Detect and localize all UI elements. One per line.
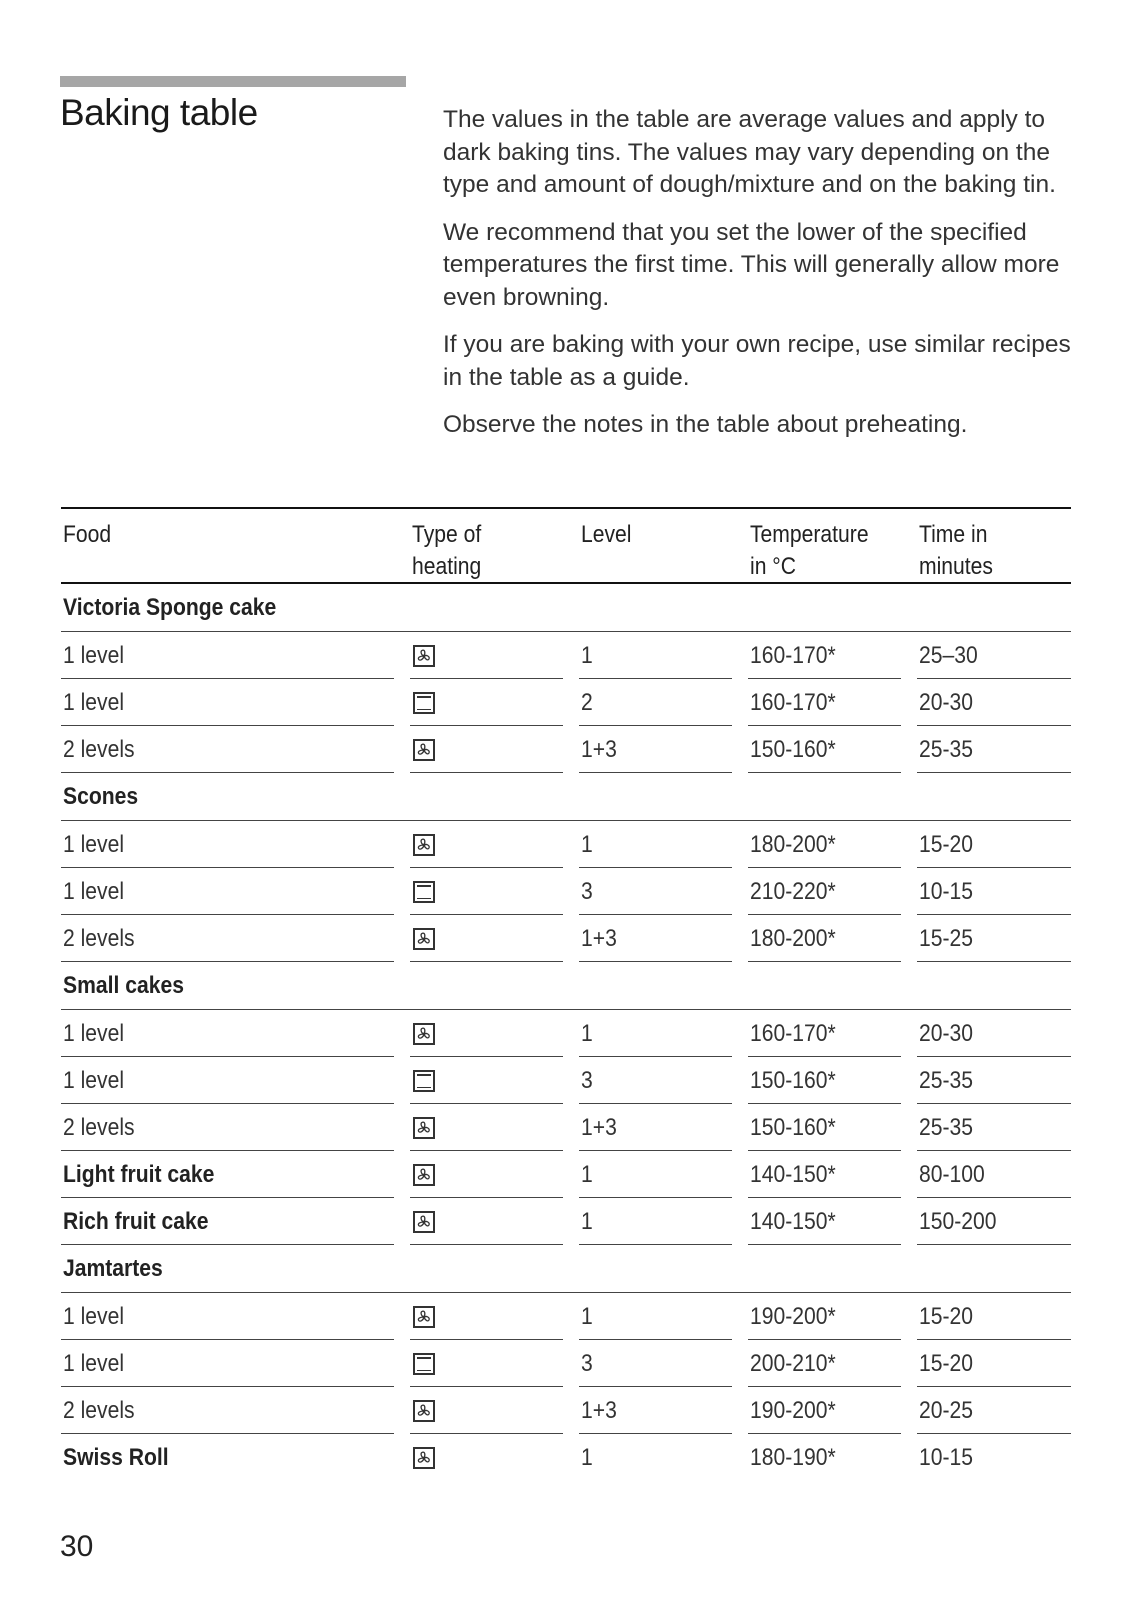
table-row — [61, 1057, 1071, 1104]
table-header-row — [61, 509, 1071, 584]
time-value: 25–30 — [919, 642, 978, 669]
header-label: Temperature in °C — [750, 521, 869, 580]
header-label: Type of heating — [412, 521, 482, 580]
level-cell — [579, 679, 732, 726]
food-label: 1 level — [63, 1020, 125, 1047]
fan-heat-icon — [413, 1211, 435, 1233]
time-value: 15-25 — [919, 925, 974, 952]
table-row — [61, 1198, 1071, 1245]
table-group-row — [61, 962, 1071, 1010]
level-cell — [579, 1010, 732, 1057]
heating-cell — [410, 1293, 563, 1340]
time-cell — [917, 1010, 1071, 1057]
intro-paragraph: The values in the table are average values and apply to dark baking tins. The values may vary depending on the type and amount of dough/mixture and on the baking tin. — [443, 106, 1056, 198]
level-value: 1+3 — [581, 736, 617, 763]
level-value: 1 — [581, 642, 593, 669]
heating-cell — [410, 1340, 563, 1387]
time-cell — [917, 726, 1071, 773]
time-value: 25-35 — [919, 736, 974, 763]
food-cell — [61, 821, 394, 868]
table-row — [61, 1151, 1071, 1198]
level-cell — [579, 1198, 732, 1245]
food-cell — [61, 1198, 394, 1245]
temperature-cell — [748, 868, 901, 915]
temperature-value: 160-170* — [750, 689, 836, 716]
table-group-row — [61, 584, 1071, 632]
table-row — [61, 1387, 1071, 1434]
temperature-cell — [748, 915, 901, 962]
time-value: 150-200 — [919, 1208, 997, 1235]
level-cell — [579, 1340, 732, 1387]
temperature-cell — [748, 632, 901, 679]
food-cell — [61, 632, 394, 679]
time-value: 20-30 — [919, 689, 974, 716]
time-value: 25-35 — [919, 1114, 974, 1141]
time-cell — [917, 1340, 1071, 1387]
food-cell — [61, 868, 394, 915]
level-cell — [579, 868, 732, 915]
temperature-value: 190-200* — [750, 1397, 836, 1424]
header-time — [917, 509, 1071, 582]
food-label: 1 level — [63, 1067, 125, 1094]
food-cell — [61, 1293, 394, 1340]
table-group-row — [61, 773, 1071, 821]
food-label: 2 levels — [63, 925, 135, 952]
section-rule — [60, 76, 406, 87]
food-group-label: Small cakes — [63, 972, 184, 999]
temperature-value: 140-150* — [750, 1161, 836, 1188]
food-label: 1 level — [63, 1350, 125, 1377]
food-group-cell — [61, 584, 1055, 631]
fan-heat-icon — [413, 1400, 435, 1422]
food-group-cell — [61, 962, 1055, 1009]
heating-cell — [410, 632, 563, 679]
level-value: 1 — [581, 1444, 593, 1471]
food-cell — [61, 915, 394, 962]
time-cell — [917, 821, 1071, 868]
fan-heat-icon — [413, 1117, 435, 1139]
food-label: 1 level — [63, 878, 125, 905]
time-value: 20-25 — [919, 1397, 974, 1424]
time-cell — [917, 1387, 1071, 1434]
time-cell — [917, 915, 1071, 962]
food-label: 1 level — [63, 642, 125, 669]
heating-cell — [410, 915, 563, 962]
temperature-value: 140-150* — [750, 1208, 836, 1235]
top-bottom-heat-icon — [413, 881, 435, 903]
table-row — [61, 1434, 1071, 1481]
table-row — [61, 868, 1071, 915]
food-cell — [61, 1057, 394, 1104]
heating-cell — [410, 1151, 563, 1198]
intro-paragraph: Observe the notes in the table about preheating. — [443, 411, 968, 438]
level-value: 1 — [581, 1161, 593, 1188]
heating-cell — [410, 1104, 563, 1151]
food-cell — [61, 1387, 394, 1434]
heating-cell — [410, 679, 563, 726]
temperature-cell — [748, 1198, 901, 1245]
level-value: 1 — [581, 831, 593, 858]
time-value: 15-20 — [919, 1303, 974, 1330]
top-bottom-heat-icon — [413, 1353, 435, 1375]
time-cell — [917, 1104, 1071, 1151]
temperature-value: 160-170* — [750, 642, 836, 669]
table-row — [61, 1010, 1071, 1057]
level-value: 3 — [581, 878, 593, 905]
time-cell — [917, 1198, 1071, 1245]
temperature-value: 150-160* — [750, 1114, 836, 1141]
table-row — [61, 1293, 1071, 1340]
time-value: 10-15 — [919, 878, 974, 905]
level-cell — [579, 915, 732, 962]
temperature-cell — [748, 1057, 901, 1104]
header-food — [61, 509, 394, 582]
temperature-cell — [748, 821, 901, 868]
temperature-cell — [748, 1387, 901, 1434]
time-value: 10-15 — [919, 1444, 974, 1471]
food-group-label: Victoria Sponge cake — [63, 594, 277, 621]
time-cell — [917, 1293, 1071, 1340]
page-number: 30 — [60, 1530, 94, 1563]
food-group-cell — [61, 773, 1055, 820]
heating-cell — [410, 868, 563, 915]
time-value: 15-20 — [919, 831, 974, 858]
food-group-cell — [61, 1245, 1055, 1292]
header-label: Level — [581, 521, 632, 548]
food-label: 1 level — [63, 689, 125, 716]
time-value: 20-30 — [919, 1020, 974, 1047]
level-cell — [579, 1057, 732, 1104]
header-label: Time in minutes — [919, 521, 993, 580]
food-cell — [61, 1340, 394, 1387]
table-body — [61, 584, 1071, 1481]
food-cell — [61, 1151, 394, 1198]
temperature-value: 200-210* — [750, 1350, 836, 1377]
food-group-label: Jamtartes — [63, 1255, 163, 1282]
level-value: 3 — [581, 1350, 593, 1377]
food-group-label: Scones — [63, 783, 139, 810]
temperature-cell — [748, 1104, 901, 1151]
level-value: 1 — [581, 1303, 593, 1330]
time-cell — [917, 1151, 1071, 1198]
level-cell — [579, 821, 732, 868]
food-label: Swiss Roll — [63, 1444, 169, 1471]
time-value: 15-20 — [919, 1350, 974, 1377]
food-label: 1 level — [63, 1303, 125, 1330]
level-value: 1 — [581, 1020, 593, 1047]
time-value: 25-35 — [919, 1067, 974, 1094]
food-label: Light fruit cake — [63, 1161, 215, 1188]
level-value: 1+3 — [581, 1114, 617, 1141]
food-label: 1 level — [63, 831, 125, 858]
temperature-value: 190-200* — [750, 1303, 836, 1330]
food-label: 2 levels — [63, 736, 135, 763]
food-cell — [61, 1434, 394, 1481]
table-row — [61, 726, 1071, 773]
header-temperature — [748, 509, 901, 582]
fan-heat-icon — [413, 739, 435, 761]
heating-cell — [410, 1434, 563, 1481]
temperature-cell — [748, 726, 901, 773]
level-value: 3 — [581, 1067, 593, 1094]
temperature-value: 180-190* — [750, 1444, 836, 1471]
table-group-row — [61, 1245, 1071, 1293]
time-cell — [917, 1434, 1071, 1481]
fan-heat-icon — [413, 645, 435, 667]
top-bottom-heat-icon — [413, 692, 435, 714]
level-cell — [579, 1151, 732, 1198]
level-value: 1+3 — [581, 1397, 617, 1424]
food-label: 2 levels — [63, 1397, 135, 1424]
baking-table — [61, 507, 1071, 1481]
temperature-value: 180-200* — [750, 925, 836, 952]
table-row — [61, 1104, 1071, 1151]
intro-text — [443, 104, 1083, 457]
table-row — [61, 1340, 1071, 1387]
food-label: Rich fruit cake — [63, 1208, 209, 1235]
fan-heat-icon — [413, 834, 435, 856]
intro-paragraph: We recommend that you set the lower of the specified temperatures the first time. This will generally allow more even browning. — [443, 218, 1060, 311]
heating-cell — [410, 821, 563, 868]
level-value: 2 — [581, 689, 593, 716]
level-cell — [579, 1387, 732, 1434]
table-row — [61, 821, 1071, 868]
level-cell — [579, 1293, 732, 1340]
heating-cell — [410, 1057, 563, 1104]
heating-cell — [410, 1387, 563, 1434]
time-cell — [917, 1057, 1071, 1104]
temperature-cell — [748, 1151, 901, 1198]
fan-heat-icon — [413, 1306, 435, 1328]
time-cell — [917, 632, 1071, 679]
food-cell — [61, 726, 394, 773]
fan-heat-icon — [413, 1164, 435, 1186]
fan-heat-icon — [413, 1447, 435, 1469]
temperature-cell — [748, 1293, 901, 1340]
table-row — [61, 915, 1071, 962]
level-value: 1 — [581, 1208, 593, 1235]
page-title: Baking table — [60, 92, 258, 133]
temperature-value: 150-160* — [750, 736, 836, 763]
temperature-cell — [748, 1010, 901, 1057]
top-bottom-heat-icon — [413, 1070, 435, 1092]
temperature-value: 210-220* — [750, 878, 836, 905]
level-cell — [579, 1434, 732, 1481]
level-cell — [579, 632, 732, 679]
temperature-cell — [748, 1434, 901, 1481]
temperature-value: 160-170* — [750, 1020, 836, 1047]
header-label: Food — [63, 521, 112, 548]
temperature-value: 180-200* — [750, 831, 836, 858]
level-cell — [579, 726, 732, 773]
time-cell — [917, 679, 1071, 726]
fan-heat-icon — [413, 928, 435, 950]
temperature-cell — [748, 1340, 901, 1387]
temperature-cell — [748, 679, 901, 726]
fan-heat-icon — [413, 1023, 435, 1045]
food-label: 2 levels — [63, 1114, 135, 1141]
time-cell — [917, 868, 1071, 915]
food-cell — [61, 679, 394, 726]
header-level — [579, 509, 732, 582]
temperature-value: 150-160* — [750, 1067, 836, 1094]
level-cell — [579, 1104, 732, 1151]
intro-paragraph: If you are baking with your own recipe, use similar recipes in the table as a guide. — [443, 331, 1071, 391]
heating-cell — [410, 726, 563, 773]
header-heating — [410, 509, 563, 582]
food-cell — [61, 1104, 394, 1151]
food-cell — [61, 1010, 394, 1057]
time-value: 80-100 — [919, 1161, 985, 1188]
table-row — [61, 632, 1071, 679]
table-row — [61, 679, 1071, 726]
heating-cell — [410, 1010, 563, 1057]
heating-cell — [410, 1198, 563, 1245]
level-value: 1+3 — [581, 925, 617, 952]
